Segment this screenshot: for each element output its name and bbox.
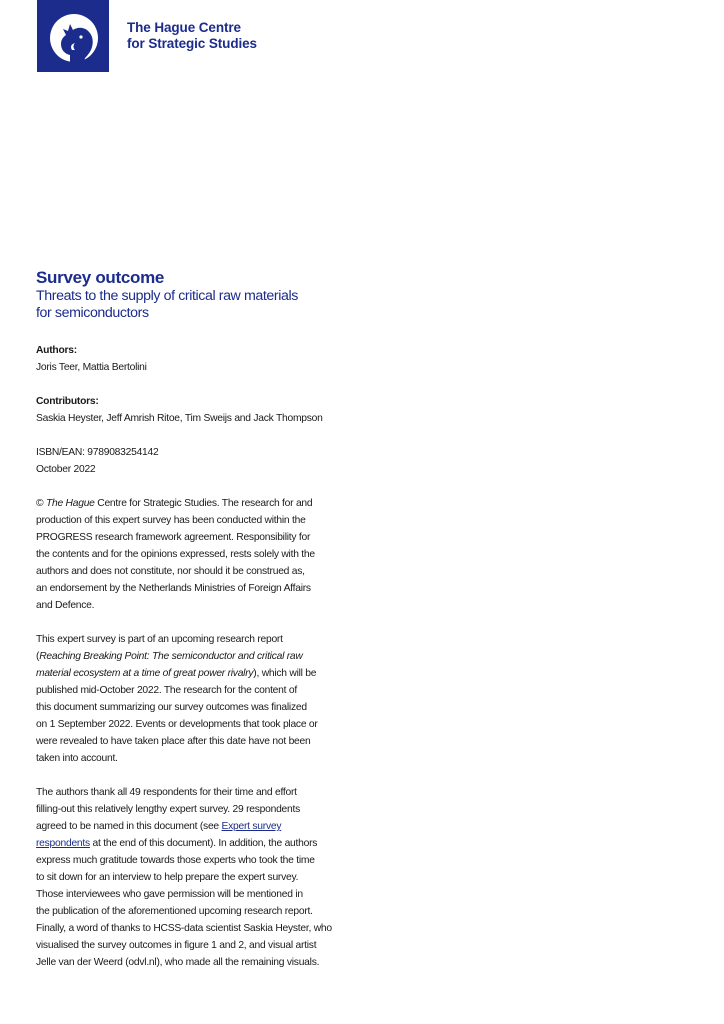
paragraph-line: on 1 September 2022. Events or developments that took place or (36, 719, 318, 730)
paragraph-line: were revealed to have taken place after this date have not been (36, 736, 311, 747)
expert-survey-respondents-link[interactable]: Expert survey (221, 821, 282, 832)
paragraph-line: Those interviewees who gave permission will be mentioned in (36, 889, 303, 900)
contributors-section (36, 393, 366, 427)
paragraph-line: the publication of the aforementioned upcoming research report. (36, 906, 313, 917)
title-block (36, 268, 376, 322)
hcss-logo (37, 0, 109, 72)
paragraph-line: Jelle van der Weerd (odvl.nl), who made all the remaining visuals. (36, 957, 320, 968)
publication-date: October 2022 (36, 464, 96, 475)
paragraph-line: This expert survey is part of an upcoming research report (36, 634, 283, 645)
copyright-symbol: © (36, 498, 46, 509)
paragraph-line: and Defence. (36, 600, 95, 611)
paragraph-line (36, 648, 366, 665)
paragraph-line: visualised the survey outcomes in figure 1 and 2, and visual artist (36, 940, 317, 951)
document-title: Survey outcome (36, 268, 165, 287)
subtitle-line: for semiconductors (36, 305, 149, 321)
isbn: ISBN/EAN: 9789083254142 (36, 447, 159, 458)
paragraph-line: published mid-October 2022. The research for the content of (36, 685, 297, 696)
authors-names: Joris Teer, Mattia Bertolini (36, 362, 147, 373)
paragraph-text: agreed to be named in this document (see (36, 821, 222, 832)
subtitle-line: Threats to the supply of critical raw materials (36, 288, 298, 304)
publication-info (36, 444, 366, 478)
contributors-label: Contributors: (36, 396, 99, 407)
paragraph-line: authors and does not constitute, nor should it be construed as, (36, 566, 305, 577)
paragraph-line: filling-out this relatively lengthy expert survey. 29 respondents (36, 804, 301, 815)
report-title-italic: material ecosystem at a time of great power rivalry (36, 668, 254, 679)
open-paren: ( (36, 651, 40, 662)
expert-survey-respondents-link[interactable]: respondents (36, 838, 90, 849)
authors-label: Authors: (36, 345, 77, 356)
paragraph-text: ), which will be (253, 668, 317, 679)
horse-chess-knight-icon (37, 0, 109, 72)
italic-org-name: The Hague (45, 498, 95, 509)
paragraph-line: The authors thank all 49 respondents for their time and effort (36, 787, 297, 798)
org-name-line-1: The Hague Centre (127, 20, 241, 35)
copyright-paragraph (36, 495, 366, 614)
colophon (36, 342, 366, 988)
paragraph-line (36, 495, 366, 512)
contributors-names: Saskia Heyster, Jeff Amrish Ritoe, Tim Sweijs and Jack Thompson (36, 413, 323, 424)
paragraph-line: to sit down for an interview to help prepare the expert survey. (36, 872, 299, 883)
org-name-line-2: for Strategic Studies (127, 36, 257, 51)
paragraph-line: PROGRESS research framework agreement. Responsibility for (36, 532, 311, 543)
paragraph-line (36, 835, 366, 852)
paragraph-line: an endorsement by the Netherlands Ministries of Foreign Affairs (36, 583, 311, 594)
thanks-paragraph (36, 784, 366, 971)
report-title-italic: Reaching Breaking Point: The semiconductor and critical raw (39, 651, 303, 662)
copyright-text: Centre for Strategic Studies. The research for and (94, 498, 313, 509)
paragraph-line (36, 818, 366, 835)
authors-section (36, 342, 366, 376)
paragraph-line: express much gratitude towards those experts who took the time (36, 855, 315, 866)
paragraph-line: Finally, a word of thanks to HCSS-data scientist Saskia Heyster, who (36, 923, 332, 934)
paragraph-line: taken into account. (36, 753, 118, 764)
organization-name (127, 20, 257, 52)
paragraph-line: production of this expert survey has been conducted within the (36, 515, 306, 526)
report-paragraph (36, 631, 366, 767)
paragraph-line: this document summarizing our survey outcomes was finalized (36, 702, 307, 713)
paragraph-line: the contents and for the opinions expressed, rests solely with the (36, 549, 315, 560)
paragraph-text: at the end of this document). In addition, the authors (89, 838, 318, 849)
paragraph-line (36, 665, 366, 682)
document-subtitle (36, 288, 376, 322)
